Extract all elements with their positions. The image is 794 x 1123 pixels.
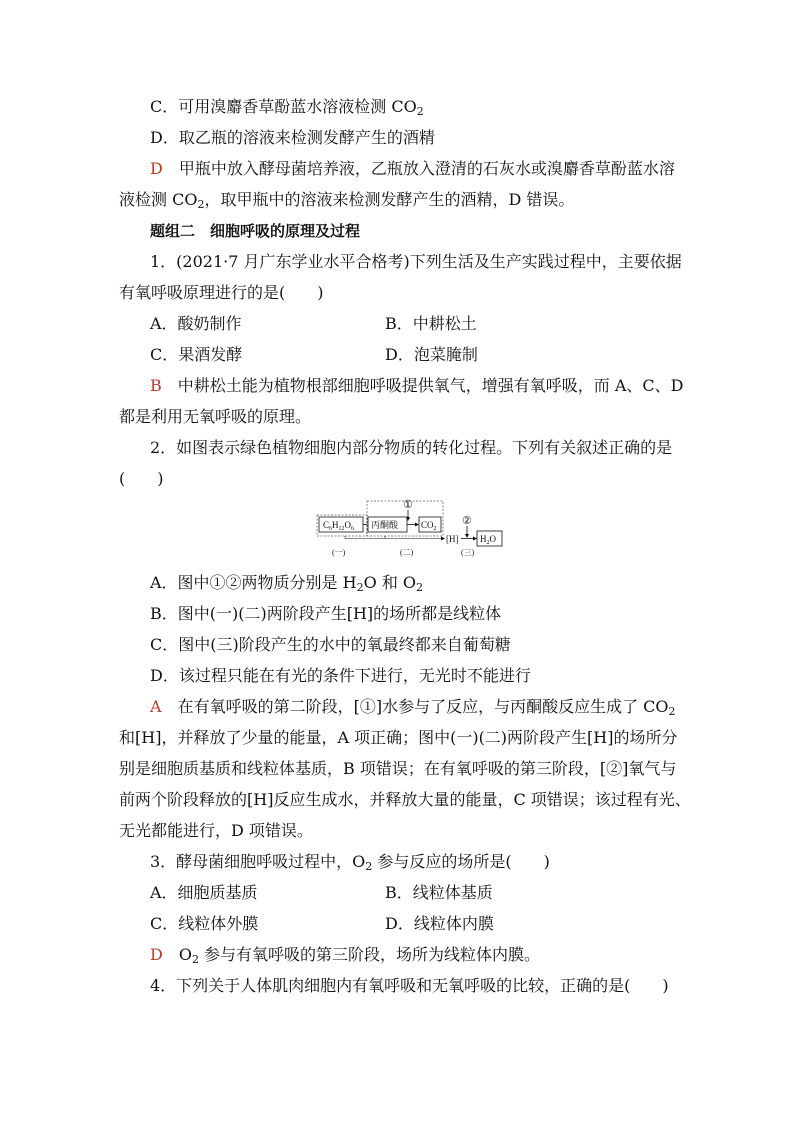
q2-option-c: C．图中(三)阶段产生的水中的氧最终都来自葡萄糖 <box>150 635 511 654</box>
respiration-diagram <box>315 495 515 560</box>
q4-stem: 4．下列关于人体肌肉细胞内有氧呼吸和无氧呼吸的比较，正确的是( ) <box>150 976 669 995</box>
stage-3-label: (三) <box>461 548 475 557</box>
q2-stem-line-2: ( ) <box>119 469 164 488</box>
q2-explanation-line-1: A 在有氧呼吸的第二阶段，[①]水参与了反应，与丙酮酸反应生成了 $CO_2$ <box>150 697 676 718</box>
stage-2-label: (二) <box>400 548 414 557</box>
q2-answer-letter: A <box>150 697 162 716</box>
prev-explanation-line-2: 液检测 $CO_2$，取甲瓶中的溶液来检测发酵产生的酒精，D 错误。 <box>119 190 575 211</box>
q3-answer-letter: D <box>150 945 163 964</box>
q2-explanation-line-5: 无光都能进行，D 项错误。 <box>119 821 313 840</box>
q1-explanation-line-1: B 中耕松土能为植物根部细胞呼吸提供氧气，增强有氧呼吸，而 A、C、D <box>150 376 684 395</box>
q2-option-b: B．图中(一)(二)两阶段产生[H]的场所都是线粒体 <box>150 604 502 623</box>
q1-option-b: B．中耕松土 <box>385 314 477 333</box>
prev-option-c: C．可用溴麝香草酚蓝水溶液检测 $CO_2$ <box>150 97 424 118</box>
q1-option-a: A．酸奶制作 <box>150 314 242 333</box>
q2-explanation-line-4: 前两个阶段释放的[H]反应生成水，并释放大量的能量，C 项错误；该过程有光、 <box>119 790 691 809</box>
q1-explanation-line-2: 都是利用无氧呼吸的原理。 <box>119 407 312 426</box>
q3-explanation: D $O_2$ 参与有氧呼吸的第三阶段，场所为线粒体内膜。 <box>150 945 541 966</box>
q2-explanation-line-2: 和[H]，并释放了少量的能量，A 项正确；图中(一)(二)两阶段产生[H]的场所分 <box>119 728 678 747</box>
h-label: [H] <box>446 534 459 544</box>
section-title: 题组二 细胞呼吸的原理及过程 <box>150 222 361 240</box>
q2-option-a: A．图中①②两物质分别是 $H_2O$ 和 $O_2$ <box>150 573 424 594</box>
pyruvate-label: 丙酮酸 <box>371 520 399 530</box>
q3-option-c: C．线粒体外膜 <box>150 914 259 933</box>
q2-stem-line-1: 2．如图表示绿色植物细胞内部分物质的转化过程。下列有关叙述正确的是 <box>150 438 673 457</box>
label-circle-1: ① <box>403 499 413 511</box>
q3-option-a: A．细胞质基质 <box>150 883 258 902</box>
glucose-label: $C_6H_{12}O_6$ <box>323 520 355 532</box>
q2-explanation-line-3: 别是细胞质基质和线粒体基质，B 项错误；在有氧呼吸的第三阶段，[②]氧气与 <box>119 759 677 778</box>
label-circle-2: ② <box>462 515 472 527</box>
prev-option-d: D．取乙瓶的溶液来检测发酵产生的酒精 <box>150 128 435 147</box>
q3-stem: 3．酵母菌细胞呼吸过程中，$O_2$ 参与反应的场所是( ) <box>150 852 550 873</box>
q1-option-c: C．果酒发酵 <box>150 345 243 364</box>
prev-explanation-line-1: D 甲瓶中放入酵母菌培养液，乙瓶放入澄清的石灰水或溴麝香草酚蓝水溶 <box>150 159 675 178</box>
stage-1-label: (一) <box>332 548 346 557</box>
co2-label: $CO_2$ <box>421 520 437 532</box>
water-label: $H_2O$ <box>480 534 496 546</box>
q3-option-d: D．线粒体内膜 <box>385 914 494 933</box>
q1-option-d: D．泡菜腌制 <box>385 345 478 364</box>
q1-stem-line-2: 有氧呼吸原理进行的是( ) <box>119 283 324 302</box>
q1-answer-letter: B <box>150 376 162 395</box>
q3-option-b: B．线粒体基质 <box>385 883 493 902</box>
prev-answer-letter: D <box>150 159 163 178</box>
q1-stem-line-1: 1．(2021·7 月广东学业水平合格考)下列生活及生产实践过程中，主要依据 <box>150 252 682 271</box>
q2-option-d: D．该过程只能在有光的条件下进行，无光时不能进行 <box>150 666 531 685</box>
